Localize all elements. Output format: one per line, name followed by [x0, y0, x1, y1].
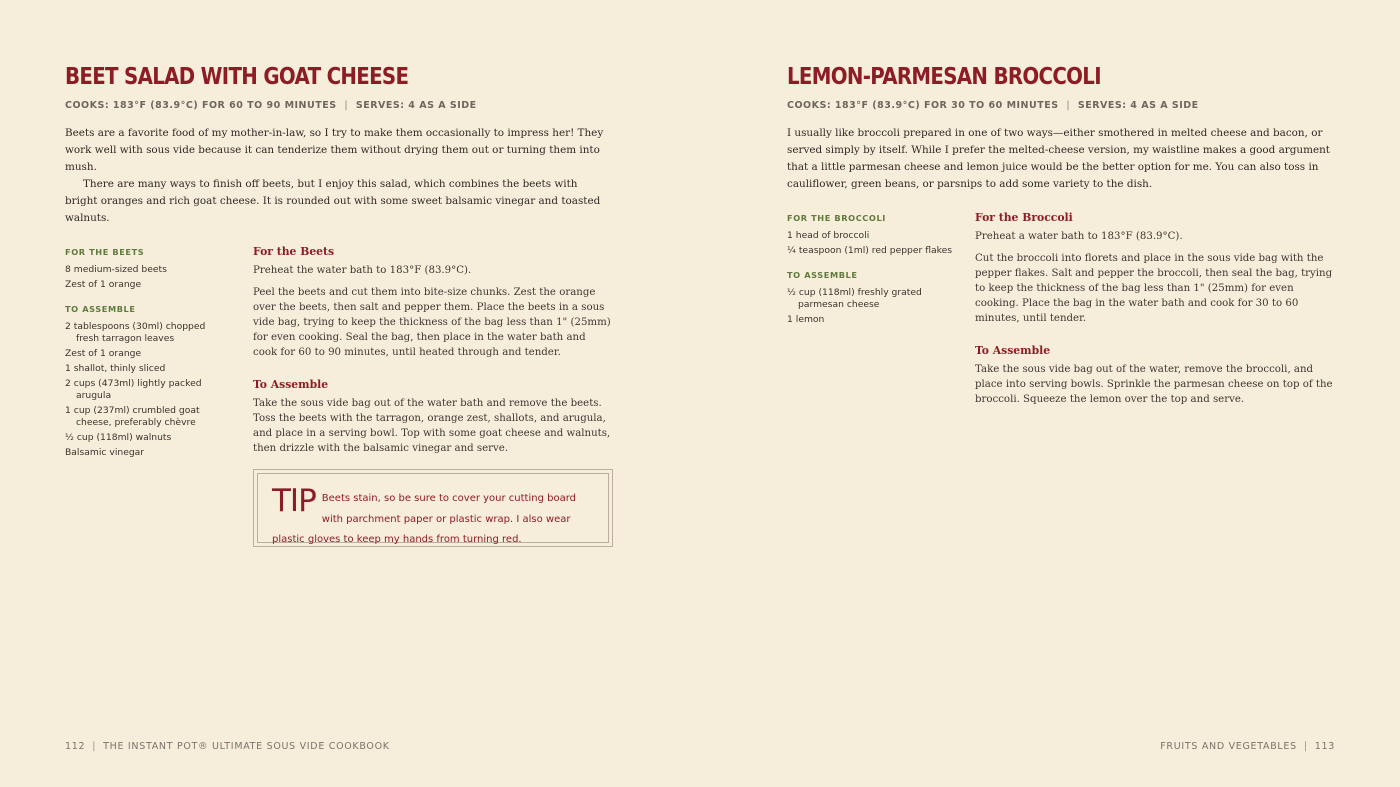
ingredient-group-heading: TO ASSEMBLE [787, 270, 858, 280]
left-recipe [65, 62, 613, 545]
ingredient-item: 2 tablespoons (30ml) chopped fresh tarragon leaves [65, 321, 206, 344]
instructions [975, 210, 1335, 414]
section-title: FRUITS AND VEGETABLES [1160, 741, 1297, 752]
step-paragraph: Take the sous vide bag out of the water, remove the broccoli, and place into serving bowls. Sprinkle the parmesan cheese on top of the broccoli. Squeeze the lemon over the top and serve. [975, 364, 1333, 405]
right-recipe [787, 62, 1335, 405]
step-paragraph: Cut the broccoli into florets and place in the sous vide bag with the pepper flakes. Salt and pepper the broccoli, then seal the bag, trying to keep the thickness of the bag less than 1" (25mm) for even cooking. Place the bag in the water bath and cook for 30 to 60 minutes, until tender. [975, 253, 1333, 324]
recipe-intro [787, 125, 1335, 193]
page-number: 112 [65, 741, 86, 752]
recipe-meta [787, 100, 1335, 111]
ingredients-list [787, 213, 967, 329]
cook-time: COOKS: 183°F (83.9°C) FOR 60 TO 90 MINUTES [65, 100, 337, 111]
step-heading: To Assemble [253, 378, 329, 391]
step-paragraph: Peel the beets and cut them into bite-size chunks. Zest the orange over the beets, then salt and pepper them. Place the beets in a sous vide bag, trying to keep the thickness of the bag less than 1" (25mm) for even cooking. Seal the bag, then place in the water bath and cook for 60 to 90 minutes, until heated through and tender. [253, 287, 611, 358]
step-heading: To Assemble [975, 344, 1051, 357]
ingredient-item: 1 shallot, thinly sliced [65, 363, 166, 374]
ingredient-group-heading: TO ASSEMBLE [65, 304, 136, 314]
recipe-title: BEET SALAD WITH GOAT CHEESE [65, 64, 409, 90]
ingredient-item: 2 cups (473ml) lightly packed arugula [65, 378, 202, 401]
right-page [700, 0, 1400, 787]
recipe-meta [65, 100, 613, 111]
ingredient-item: Zest of 1 orange [65, 348, 142, 359]
ingredient-item: 8 medium-sized beets [65, 264, 167, 275]
step-heading: For the Broccoli [975, 211, 1073, 224]
ingredient-item: 1 cup (237ml) crumbled goat cheese, preferably chèvre [65, 405, 200, 428]
ingredient-item: 1 head of broccoli [787, 230, 870, 241]
recipe-title: LEMON-PARMESAN BROCCOLI [787, 64, 1101, 90]
ingredient-item: ½ cup (118ml) walnuts [65, 432, 172, 443]
tip-box [253, 469, 613, 547]
page-footer: FRUITS AND VEGETABLES | 113 [1160, 741, 1335, 752]
servings: SERVES: 4 AS A SIDE [1077, 100, 1199, 111]
recipe-intro [65, 125, 613, 227]
instructions [253, 244, 613, 463]
ingredient-item: ¼ teaspoon (1ml) red pepper flakes [787, 245, 953, 256]
step-paragraph: Take the sous vide bag out of the water bath and remove the beets. Toss the beets with the tarragon, orange zest, shallots, and arugula, and place in a serving bowl. Top with some goat cheese and walnuts, then drizzle with the balsamic vinegar and serve. [253, 398, 611, 454]
tip-label: TIP [272, 483, 316, 519]
meta-separator: | [1066, 100, 1071, 111]
ingredients-list [65, 247, 245, 462]
servings: SERVES: 4 AS A SIDE [355, 100, 477, 111]
ingredient-group-heading: FOR THE BEETS [65, 247, 145, 257]
ingredient-item: ½ cup (118ml) freshly grated parmesan cheese [787, 287, 922, 310]
intro-paragraph: I usually like broccoli prepared in one of two ways—either smothered in melted cheese and bacon, or served simply by itself. While I prefer the melted-cheese version, my waistline makes a good argument that a little parmesan cheese and lemon juice would be the better option for me. You can also toss in cauliflower, green beans, or parsnips to add some variety to the dish. [787, 127, 1330, 190]
ingredient-item: 1 lemon [787, 314, 825, 325]
cook-time: COOKS: 183°F (83.9°C) FOR 30 TO 60 MINUTES [787, 100, 1059, 111]
tip-text: Beets stain, so be sure to cover your cutting board with parchment paper or plastic wrap. I also wear plastic gloves to keep my hands from turning red. [272, 493, 576, 545]
intro-paragraph: There are many ways to finish off beets, but I enjoy this salad, which combines the beets with bright oranges and rich goat cheese. It is rounded out with some sweet balsamic vinegar and toasted walnuts. [65, 178, 601, 224]
page-number: 113 [1314, 741, 1335, 752]
meta-separator: | [344, 100, 349, 111]
step-paragraph: Preheat a water bath to 183°F (83.9°C). [975, 231, 1183, 242]
step-heading: For the Beets [253, 245, 335, 258]
intro-paragraph: Beets are a favorite food of my mother-in-law, so I try to make them occasionally to impress her! They work well with sous vide because it can tenderize them without drying them out or turning them into mush. [65, 127, 604, 173]
step-paragraph: Preheat the water bath to 183°F (83.9°C). [253, 265, 472, 276]
book-title: THE INSTANT POT® ULTIMATE SOUS VIDE COOKBOOK [103, 741, 390, 752]
page-footer: 112 | THE INSTANT POT® ULTIMATE SOUS VIDE COOKBOOK [65, 741, 390, 752]
ingredient-item: Balsamic vinegar [65, 447, 145, 458]
ingredient-group-heading: FOR THE BROCCOLI [787, 213, 886, 223]
ingredient-item: Zest of 1 orange [65, 279, 142, 290]
